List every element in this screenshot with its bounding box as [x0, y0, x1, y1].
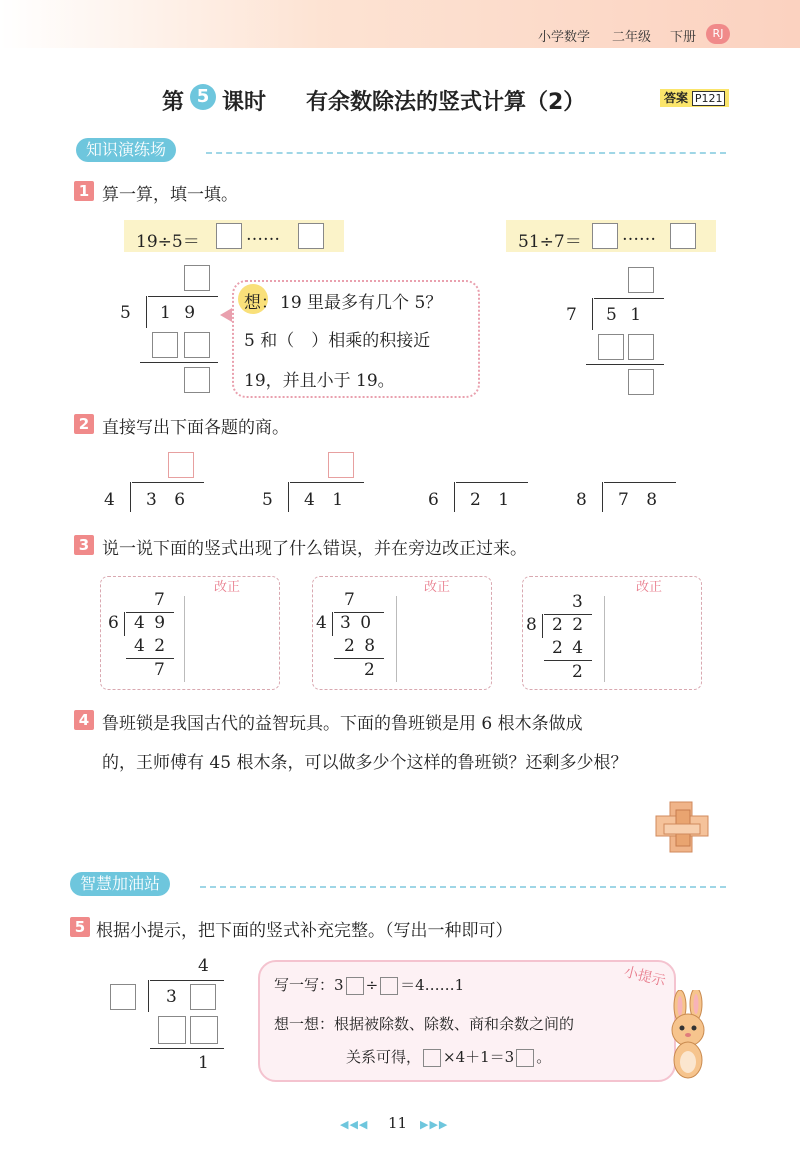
header-edition-badge: RJ	[706, 24, 730, 44]
card1-remainder: 7	[154, 660, 165, 680]
division-b-bracket	[592, 298, 593, 330]
card2-answer-area[interactable]	[402, 598, 486, 684]
section-divider-2	[200, 886, 726, 888]
division-b-product-box-1[interactable]	[598, 334, 624, 360]
header-grade: 二年级	[612, 30, 652, 45]
card2-bracket	[332, 612, 333, 636]
rabbit-mascot-icon	[660, 990, 716, 1082]
footer-left-arrows: ◀◀◀	[340, 1118, 369, 1131]
hint-think-row	[274, 1013, 574, 1034]
lesson-suffix: 课时	[222, 90, 267, 115]
division-a-product-box-2[interactable]	[184, 332, 210, 358]
correction-divider-3	[604, 596, 605, 682]
q2-dividend-1: 3 6	[146, 490, 192, 510]
division-a-quotient-box[interactable]	[184, 265, 210, 291]
answer-tag	[660, 89, 729, 107]
card1-bracket	[124, 612, 125, 636]
question-4-number: 4	[74, 710, 94, 730]
q2-divisor-1: 4	[104, 490, 115, 510]
card1-subtract-line	[126, 658, 174, 659]
answer-label: 答案	[664, 91, 689, 105]
equation-b: 51÷7＝	[518, 232, 582, 252]
page-number: 11	[388, 1114, 408, 1132]
q5-bar	[150, 980, 224, 981]
q2-bar-2	[290, 482, 364, 483]
answer-box-remainder-b[interactable]	[670, 223, 696, 249]
card1-quotient: 7	[154, 590, 165, 610]
q5-remainder: 1	[198, 1053, 209, 1073]
correction-divider-1	[184, 596, 185, 682]
division-a-dividend: 1 9	[160, 303, 200, 323]
question-3-number: 3	[74, 535, 94, 555]
header-volume: 下册	[670, 30, 697, 45]
card1-dividend: 4 9	[134, 613, 168, 633]
answer-page: P121	[692, 91, 726, 106]
question-2-text: 直接写出下面各题的商。	[102, 418, 289, 438]
q5-divisor-box[interactable]	[110, 984, 136, 1010]
card1-product: 4 2	[134, 636, 168, 656]
card3-product: 2 4	[552, 638, 586, 658]
think-line-2: 5 和（ ）相乘的积接近	[244, 331, 431, 351]
think-line-3: 19，并且小于 19。	[244, 371, 395, 391]
division-a-subtract-line	[140, 362, 218, 363]
relation-box-1[interactable]	[423, 1049, 441, 1067]
section-knowledge-practice: 知识演练场	[76, 138, 176, 162]
equation-b-dots: ……	[622, 225, 656, 245]
q2-dividend-4: 7 8	[618, 490, 664, 510]
correction-label-3: 改正	[636, 580, 663, 595]
question-1-number: 1	[74, 181, 94, 201]
think-label: 想：	[244, 293, 278, 313]
question-4-line-1: 鲁班锁是我国古代的益智玩具。下面的鲁班锁是用 6 根木条做成	[102, 714, 583, 734]
card2-subtract-line	[334, 658, 384, 659]
q2-dividend-3: 2 1	[470, 490, 516, 510]
question-2-number: 2	[74, 414, 94, 434]
division-a-remainder-box[interactable]	[184, 367, 210, 393]
card3-quotient: 3	[572, 592, 583, 612]
q2-divisor-2: 5	[262, 490, 273, 510]
q2-divisor-3: 6	[428, 490, 439, 510]
question-4-answer-area[interactable]	[102, 780, 642, 860]
correction-label-1: 改正	[214, 580, 241, 595]
q2-bracket-2	[288, 482, 289, 512]
division-b-product-box-2[interactable]	[628, 334, 654, 360]
q5-quotient: 4	[198, 956, 209, 976]
lesson-prefix: 第	[162, 90, 185, 115]
q2-bar-4	[604, 482, 676, 483]
relation-formula: ×4＋1＝3	[443, 1048, 515, 1066]
card2-quotient: 7	[344, 590, 355, 610]
division-b-bar	[594, 298, 664, 299]
q2-quotient-box-1[interactable]	[168, 452, 194, 478]
card3-dividend: 2 2	[552, 615, 586, 635]
equation-a: 19÷5＝	[136, 232, 200, 252]
q5-dividend-box[interactable]	[190, 984, 216, 1010]
think-label-2: 想一想：	[274, 1015, 335, 1033]
q2-bracket-4	[602, 482, 603, 512]
division-b-subtract-line	[586, 364, 664, 365]
card3-bracket	[542, 614, 543, 638]
answer-box-remainder-a[interactable]	[298, 223, 324, 249]
write-label: 写一写：	[274, 976, 335, 994]
division-a-divisor: 5	[120, 303, 131, 323]
q2-quotient-box-2[interactable]	[328, 452, 354, 478]
division-a-product-box-1[interactable]	[152, 332, 178, 358]
q5-product-box-2[interactable]	[190, 1016, 218, 1044]
card2-dividend: 3 0	[340, 613, 374, 633]
q2-bracket-1	[130, 482, 131, 512]
correction-divider-2	[396, 596, 397, 682]
question-5-number: 5	[70, 917, 90, 937]
think-line-1: 19 里最多有几个 5？	[280, 293, 443, 313]
division-b-quotient-box[interactable]	[628, 267, 654, 293]
hint-relation-row	[346, 1046, 551, 1067]
answer-box-quotient-a[interactable]	[216, 223, 242, 249]
write-box-1[interactable]	[346, 977, 364, 995]
correction-label-2: 改正	[424, 580, 451, 595]
equation-a-dots: ……	[246, 225, 280, 245]
card3-subtract-line	[544, 660, 592, 661]
relation-suffix: 。	[536, 1048, 552, 1066]
q5-subtract-line	[150, 1048, 224, 1049]
section-wisdom-station: 智慧加油站	[70, 872, 170, 896]
q5-dividend-digit: 3	[166, 987, 177, 1007]
header-subject: 小学数学	[538, 30, 591, 45]
card1-answer-area[interactable]	[190, 598, 274, 684]
luban-lock-illustration	[652, 798, 712, 856]
card2-product: 2 8	[344, 636, 378, 656]
card2-remainder: 2	[364, 660, 375, 680]
write-result: ＝4……1	[400, 976, 465, 994]
question-4-line-2: 的，王师傅有 45 根木条，可以做多少个这样的鲁班锁？还剩多少根？	[102, 753, 628, 773]
q2-dividend-2: 4 1	[304, 490, 350, 510]
division-b-divisor: 7	[566, 305, 577, 325]
question-1-text: 算一算，填一填。	[102, 185, 238, 205]
question-5-text: 根据小提示，把下面的竖式补充完整。（写出一种即可）	[96, 921, 513, 941]
relation-box-2[interactable]	[516, 1049, 534, 1067]
q2-divisor-4: 8	[576, 490, 587, 510]
think-line-2-1: 根据被除数、除数、商和余数之间的	[334, 1015, 575, 1033]
q2-bar-3	[456, 482, 528, 483]
q5-bracket	[148, 980, 149, 1012]
q5-product-box-1[interactable]	[158, 1016, 186, 1044]
hint-tag: 小提示	[622, 964, 668, 990]
think-bubble-pointer	[220, 308, 232, 322]
question-3-text: 说一说下面的竖式出现了什么错误，并在旁边改正过来。	[102, 539, 527, 559]
footer-right-arrows: ▶▶▶	[420, 1118, 449, 1131]
division-b-dividend: 5 1	[606, 305, 646, 325]
card3-answer-area[interactable]	[610, 598, 696, 684]
write-divide-sign: ÷	[365, 976, 379, 994]
card2-divisor: 4	[316, 613, 327, 633]
relation-prefix: 关系可得，	[346, 1048, 422, 1066]
section-divider	[206, 152, 726, 154]
page-title: 有余数除法的竖式计算（2）	[306, 90, 586, 115]
lesson-number-badge: 5	[190, 84, 216, 110]
card3-remainder: 2	[572, 662, 583, 682]
division-a-bracket	[146, 296, 147, 328]
q2-bracket-3	[454, 482, 455, 512]
write-dividend-digit: 3	[334, 976, 344, 994]
q2-bar-1	[132, 482, 204, 483]
hint-write-row	[274, 974, 464, 995]
answer-box-quotient-b[interactable]	[592, 223, 618, 249]
division-a-bar	[148, 296, 218, 297]
card1-divisor: 6	[108, 613, 119, 633]
division-b-remainder-box[interactable]	[628, 369, 654, 395]
write-box-2[interactable]	[380, 977, 398, 995]
card3-divisor: 8	[526, 615, 537, 635]
